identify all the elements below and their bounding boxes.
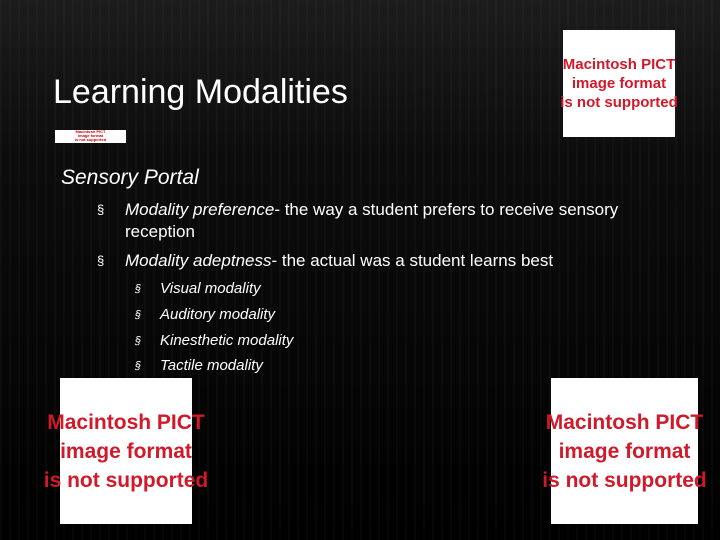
bullet-term: Modality preference [125,200,275,219]
bullet-item-modality-adeptness [97,250,665,272]
bullet-marker: § [97,202,105,217]
pict-line-3: is not supported [43,468,209,492]
pict-line-2: image format [60,439,192,463]
sub-bullet-text: Auditory modality [160,306,276,323]
pict-placeholder-bottom-right [542,378,707,524]
pict-line-3: is not supported [560,94,678,111]
sub-bullet-text: Kinesthetic modality [160,332,294,349]
mini-pict-line-2: image format [77,133,104,138]
sub-bullet-marker: § [135,335,142,347]
pict-line-2: image format [558,439,691,463]
sub-bullet-tactile [135,356,263,376]
slide-title: Learning Modalities [53,73,348,111]
bullet-text: - the actual was a student learns best [271,251,554,270]
mini-pict-placeholder-image [55,130,126,143]
sub-bullet-text: Visual modality [160,280,261,297]
sub-bullet-kinesthetic [135,331,294,351]
sub-bullet-marker: § [135,309,142,321]
sub-bullet-visual [135,279,261,299]
slide-subtitle: Sensory Portal [61,166,199,189]
mini-pict-line-3: is not supported [74,137,107,142]
bullet-term: Modality adeptness [125,251,272,270]
pict-line-2: image format [571,75,667,92]
pict-placeholder-bottom-left [43,378,209,524]
pict-line-3: is not supported [542,468,707,492]
bullet-marker: § [97,253,105,268]
sub-bullet-marker: § [135,360,142,372]
pict-line-1: Macintosh PICT [562,56,676,73]
pict-placeholder-top-right [560,30,678,137]
bullet-item-modality-preference [97,199,665,243]
mini-pict-line-1: Macintosh PICT [75,130,106,134]
pict-line-1: Macintosh PICT [545,410,704,434]
pict-line-1: Macintosh PICT [47,410,205,434]
sub-bullet-marker: § [135,283,142,295]
sub-bullet-auditory [135,305,276,325]
bullet-text: - the way a student prefers to receive sensory reception [125,200,619,241]
sub-bullet-text: Tactile modality [160,357,263,374]
